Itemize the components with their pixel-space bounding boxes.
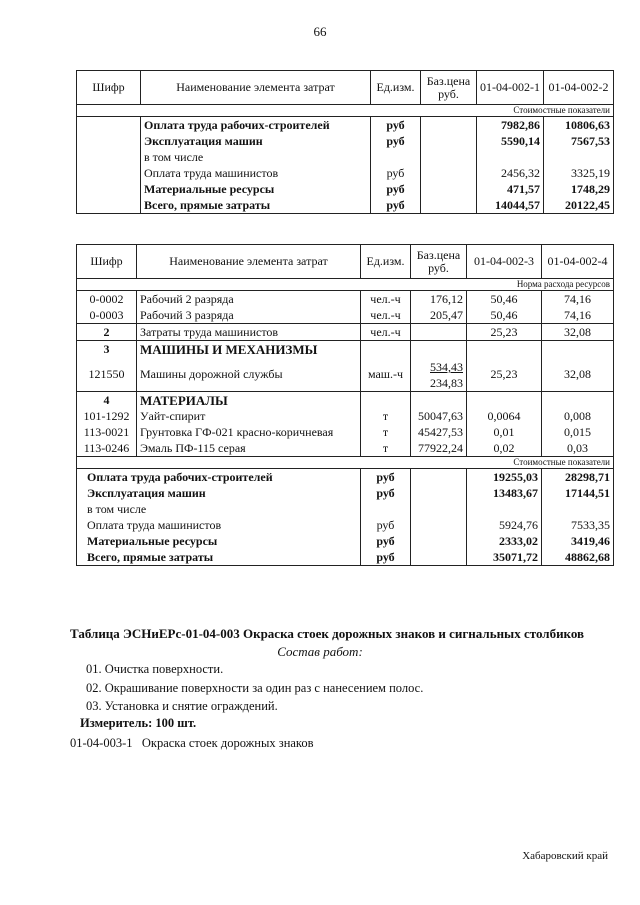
row-name: Эмаль ПФ-115 серая [137, 440, 361, 457]
row-unit: т [361, 408, 411, 424]
table-row [77, 392, 614, 409]
row-price: 45427,53 [411, 424, 467, 440]
row-unit: руб [361, 517, 411, 533]
subheader-row [77, 105, 614, 117]
row-value-b: 0,015 [542, 424, 614, 440]
row-unit: чел.-ч [361, 324, 411, 341]
row-value-a: 2456,32 [477, 165, 544, 181]
resource-table-2 [76, 244, 614, 566]
header-name: Наименование элемента затрат [141, 71, 371, 105]
header-col-b: 01-04-002-4 [542, 245, 614, 279]
table-row [77, 357, 614, 392]
row-value-a: 7982,86 [477, 117, 544, 134]
row-value-b: 7533,35 [542, 517, 614, 533]
row-name: Оплата труда машинистов [77, 517, 361, 533]
table-row [77, 517, 614, 533]
table-row [77, 549, 614, 566]
row-value-b: 0,03 [542, 440, 614, 457]
row-code: 113-0021 [77, 424, 137, 440]
page-number: 66 [313, 24, 327, 39]
row-value-b: 74,16 [542, 291, 614, 308]
row-value-a: 0,01 [467, 424, 542, 440]
row-name: Эксплуатация машин [141, 133, 371, 149]
header-base-price: Баз.цена руб. [411, 245, 467, 279]
table-row [77, 133, 614, 149]
row-name: Материальные ресурсы [77, 533, 361, 549]
table-row [77, 485, 614, 501]
subheader-row [77, 279, 614, 291]
row-code: 101-1292 [77, 408, 137, 424]
row-unit: чел.-ч [361, 291, 411, 308]
row-unit: руб [361, 485, 411, 501]
header-col-b: 01-04-002-2 [544, 71, 614, 105]
row-name: Оплата труда рабочих-строителей [77, 469, 361, 486]
row-unit: т [361, 424, 411, 440]
section-title: Таблица ЭСНиЕРс-01-04-003 Окраска стоек дорожных знаков и сигнальных столбиков [70, 626, 585, 641]
row-value-b: 48862,68 [542, 549, 614, 566]
row-unit: руб [371, 133, 421, 149]
header-code: Шифр [77, 245, 137, 279]
row-unit: руб [371, 165, 421, 181]
row-name: Всего, прямые затраты [141, 197, 371, 214]
table-row [77, 149, 614, 165]
work-step: 03. Установка и снятие ограждений. [86, 699, 278, 713]
table-row [77, 197, 614, 214]
row-code: 113-0246 [77, 440, 137, 457]
row-value-a: 0,02 [467, 440, 542, 457]
row-name: Оплата труда рабочих-строителей [141, 117, 371, 134]
row-value-a: 25,23 [467, 324, 542, 341]
row-price: 50047,63 [411, 408, 467, 424]
header-unit: Ед.изм. [371, 71, 421, 105]
row-value-a: 50,46 [467, 291, 542, 308]
row-value-a: 471,57 [477, 181, 544, 197]
row-name: Рабочий 2 разряда [137, 291, 361, 308]
row-value-a: 14044,57 [477, 197, 544, 214]
row-value-b: 7567,53 [544, 133, 614, 149]
table-header [77, 71, 614, 105]
table-row [77, 533, 614, 549]
row-value-b: 1748,29 [544, 181, 614, 197]
table-row [77, 469, 614, 486]
row-value-a: 35071,72 [467, 549, 542, 566]
row-code: 2 [77, 324, 137, 341]
row-value-a: 25,23 [467, 357, 542, 392]
row-name: в том числе [141, 149, 371, 165]
subheader-norm: Норма расхода ресурсов [77, 279, 614, 291]
row-name: Машины дорожной службы [137, 357, 361, 392]
table-row [77, 117, 614, 134]
row-price: 205,47 [411, 307, 467, 324]
table-row [77, 307, 614, 324]
row-name: Грунтовка ГФ-021 красно-коричневая [137, 424, 361, 440]
row-value-a: 13483,67 [467, 485, 542, 501]
row-value-b: 74,16 [542, 307, 614, 324]
row-unit: руб [371, 197, 421, 214]
row-unit: руб [361, 469, 411, 486]
row-code: 0-0002 [77, 291, 137, 308]
header-base-price: Баз.цена руб. [421, 71, 477, 105]
row-value-a: 2333,02 [467, 533, 542, 549]
row-value-b: 28298,71 [542, 469, 614, 486]
subheader-cost: Стоимостные показатели [77, 457, 614, 469]
row-name: Эксплуатация машин [77, 485, 361, 501]
row-value-b: 3325,19 [544, 165, 614, 181]
row-price: 77922,24 [411, 440, 467, 457]
header-unit: Ед.изм. [361, 245, 411, 279]
work-step: 02. Окрашивание поверхности за один раз с нанесением полос. [86, 681, 424, 695]
table-row [77, 501, 614, 517]
row-code: 4 [77, 392, 137, 409]
table-row [77, 324, 614, 341]
row-name: в том числе [77, 501, 361, 517]
cost-table-1 [76, 70, 614, 214]
table-row [77, 424, 614, 440]
row-value-b: 32,08 [542, 357, 614, 392]
row-name: МАШИНЫ И МЕХАНИЗМЫ [137, 341, 361, 358]
row-unit: маш.-ч [361, 357, 411, 392]
row-unit: руб [371, 117, 421, 134]
table-row [77, 440, 614, 457]
row-value-b: 20122,45 [544, 197, 614, 214]
row-value-b: 10806,63 [544, 117, 614, 134]
row-price: 176,12 [411, 291, 467, 308]
row-value-a: 50,46 [467, 307, 542, 324]
row-value-b: 17144,51 [542, 485, 614, 501]
row-unit: чел.-ч [361, 307, 411, 324]
row-unit: руб [371, 181, 421, 197]
row-name: Уайт-спирит [137, 408, 361, 424]
row-value-a: 5924,76 [467, 517, 542, 533]
row-code: 3 [77, 341, 137, 358]
row-name: Всего, прямые затраты [77, 549, 361, 566]
region-footer: Хабаровский край [522, 850, 608, 862]
header-col-a: 01-04-002-3 [467, 245, 542, 279]
table-row [77, 341, 614, 358]
row-value-b: 3419,46 [542, 533, 614, 549]
row-unit: руб [361, 533, 411, 549]
row-value-a: 5590,14 [477, 133, 544, 149]
subheader-row [77, 457, 614, 469]
row-name: Затраты труда машинистов [137, 324, 361, 341]
row-code: 0-0003 [77, 307, 137, 324]
row-value-a: 0,0064 [467, 408, 542, 424]
header-code: Шифр [77, 71, 141, 105]
row-value-a: 19255,03 [467, 469, 542, 486]
table-row [77, 408, 614, 424]
row-name: Рабочий 3 разряда [137, 307, 361, 324]
row-value-b: 32,08 [542, 324, 614, 341]
table-header [77, 245, 614, 279]
row-unit: т [361, 440, 411, 457]
table-row [77, 181, 614, 197]
row-unit: руб [361, 549, 411, 566]
row-name: Материальные ресурсы [141, 181, 371, 197]
table-row [77, 291, 614, 308]
row-price-secondary: 234,83 [430, 376, 463, 390]
header-col-a: 01-04-002-1 [477, 71, 544, 105]
item-line: 01-04-003-1 Окраска стоек дорожных знаков [70, 736, 314, 750]
row-value-b: 0,008 [542, 408, 614, 424]
row-code: 121550 [77, 357, 137, 392]
subheader-cost: Стоимостные показатели [77, 105, 614, 117]
work-step: 01. Очистка поверхности. [86, 662, 224, 676]
measure-unit: Измеритель: 100 шт. [80, 716, 197, 730]
header-name: Наименование элемента затрат [137, 245, 361, 279]
section-subtitle: Состав работ: [277, 644, 363, 659]
row-name: МАТЕРИАЛЫ [137, 392, 361, 409]
row-name: Оплата труда машинистов [141, 165, 371, 181]
row-price: 534,43 [430, 360, 463, 374]
table-row [77, 165, 614, 181]
